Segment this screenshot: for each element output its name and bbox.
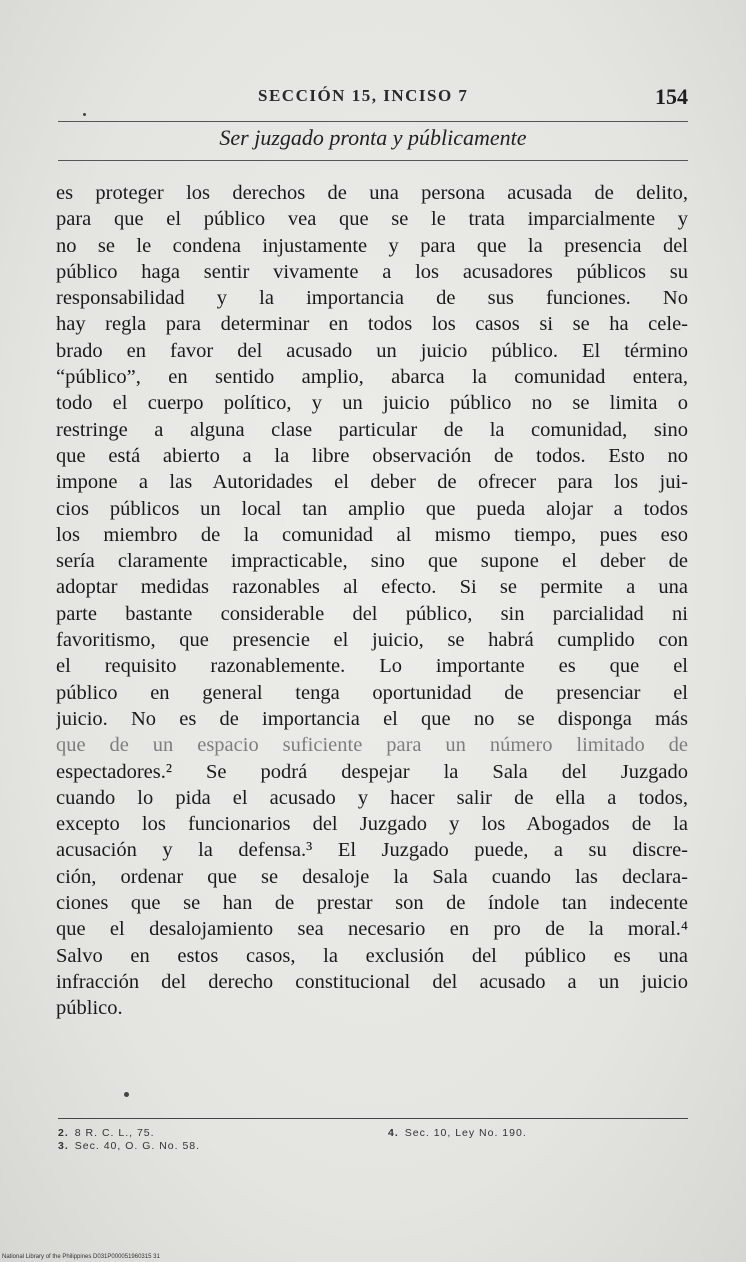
section-heading: SECCIÓN 15, INCISO 7 — [258, 86, 469, 105]
body-line: sería claramente impracticable, sino que supone el deber de — [56, 550, 688, 573]
body-line: infracción del derecho constitucional del acusado a un juicio — [56, 970, 688, 993]
body-line: impone a las Autoridades el deber de ofrecer para los jui- — [56, 471, 688, 494]
footnote: 3. Sec. 40, O. G. No. 58. — [58, 1140, 201, 1152]
body-text — [56, 180, 688, 1022]
footnote: 2. 8 R. C. L., 75. — [58, 1127, 155, 1139]
body-line: excepto los funcionarios del Juzgado y los Abogados de la — [56, 813, 688, 836]
body-line: parte bastante considerable del público, sin parcialidad ni — [56, 602, 688, 625]
header-rule-bottom — [58, 160, 688, 161]
body-line: hay regla para determinar en todos los casos si se ha cele- — [56, 313, 688, 336]
page-number: 154 — [655, 84, 688, 109]
body-line: que el desalojamiento sea necesario en pro de la moral.⁴ — [56, 918, 688, 941]
body-line: “público”, en sentido amplio, abarca la comunidad entera, — [56, 366, 688, 389]
body-line: cuando lo pida el acusado y hacer salir de ella a todos, — [56, 786, 688, 809]
header-rule-top — [58, 121, 688, 122]
body-line: acusación y la defensa.³ El Juzgado puede, a su discre- — [56, 839, 688, 862]
footnote: 4. Sec. 10, Ley No. 190. — [388, 1127, 527, 1139]
body-line: público. — [56, 997, 123, 1020]
body-line: que de un espacio suficiente para un número limitado de — [56, 734, 688, 757]
body-line: Salvo en estos casos, la exclusión del público es una — [56, 944, 688, 967]
body-line: juicio. No es de importancia el que no se disponga más — [56, 707, 688, 730]
body-line: adoptar medidas razonables al efecto. Si se permite a una — [56, 576, 688, 599]
body-line: responsabilidad y la importancia de sus funciones. No — [56, 287, 688, 310]
footnotes-right — [388, 1127, 527, 1140]
body-line: brado en favor del acusado un juicio público. El término — [56, 339, 688, 362]
body-line: todo el cuerpo político, y un juicio público no se limita o — [56, 392, 688, 415]
body-line: restringe a alguna clase particular de la comunidad, sino — [56, 418, 688, 441]
body-line: que está abierto a la libre observación de todos. Esto no — [56, 444, 688, 467]
body-line: cios públicos un local tan amplio que pueda alojar a todos — [56, 497, 688, 520]
ink-speck — [124, 1092, 129, 1097]
body-line: ciones que se han de prestar son de índole tan indecente — [56, 892, 688, 915]
body-line: es proteger los derechos de una persona acusada de delito, — [56, 182, 688, 204]
body-line: favoritismo, que presencie el juicio, se habrá cumplido con — [56, 629, 688, 652]
page-subtitle: Ser juzgado pronta y públicamente — [219, 125, 527, 150]
footnotes — [58, 1118, 688, 1152]
body-line: público haga sentir vivamente a los acusadores públicos su — [56, 260, 688, 283]
body-line: los miembro de la comunidad al mismo tiempo, pues eso — [56, 523, 688, 546]
body-line: público en general tenga oportunidad de presenciar el — [56, 681, 688, 704]
footnotes-left — [58, 1127, 200, 1153]
body-line: ción, ordenar que se desaloje la Sala cuando las declara- — [56, 865, 688, 888]
body-line: el requisito razonablemente. Lo importante es que el — [56, 655, 688, 678]
running-head — [0, 86, 746, 118]
body-line: para que el público vea que se le trata imparcialmente y — [56, 208, 688, 231]
library-watermark: National Library of the Philippines D031P000051960315 31 — [2, 1254, 160, 1260]
body-line: no se le condena injustamente y para que la presencia del — [56, 234, 688, 257]
body-line: espectadores.² Se podrá despejar la Sala del Juzgado — [56, 760, 688, 783]
